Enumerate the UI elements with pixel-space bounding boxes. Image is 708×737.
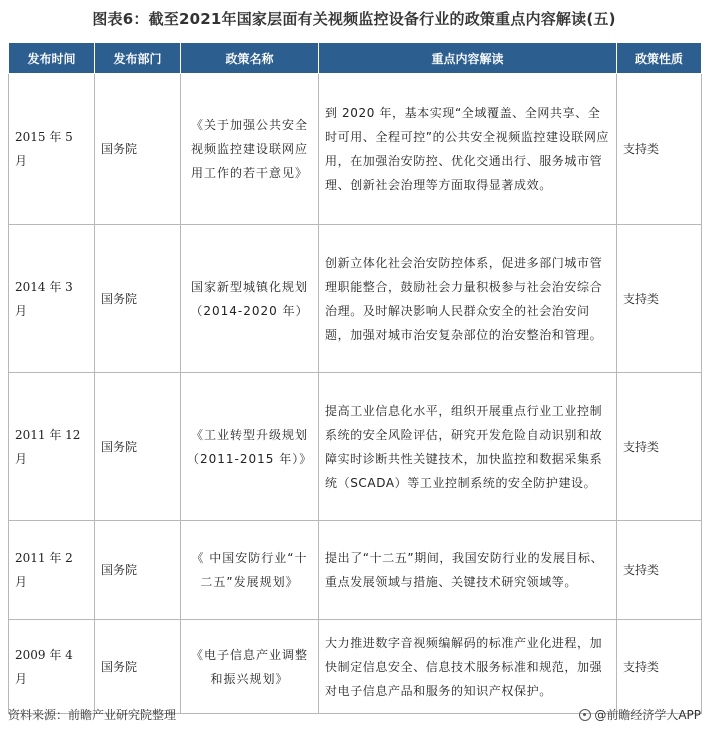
cell-nature: 支持类 xyxy=(617,225,702,373)
cell-policy-name: 《关于加强公共安全视频监控建设联网应用工作的若干意见》 xyxy=(181,74,319,225)
cell-policy-name: 《电子信息产业调整和振兴规划》 xyxy=(181,620,319,714)
brand-logo-icon xyxy=(579,709,591,721)
chart-title: 图表6：截至2021年国家层面有关视频监控设备行业的政策重点内容解读(五) xyxy=(92,10,616,28)
cell-policy-name: 《工业转型升级规划（2011-2015 年）》 xyxy=(181,373,319,521)
table-row xyxy=(9,521,702,620)
table-row xyxy=(9,620,702,714)
cell-content: 提出了“十二五”期间，我国安防行业的发展目标、重点发展领域与措施、关键技术研究领域等。 xyxy=(319,521,617,620)
cell-content: 创新立体化社会治安防控体系，促进多部门城市管理职能整合，鼓励社会力量积极参与社会治安综合治理。及时解决影响人民群众安全的社会治安问题，加强对城市治安复杂部位的治安整治和管理。 xyxy=(319,225,617,373)
table-row xyxy=(9,74,702,225)
cell-nature: 支持类 xyxy=(617,620,702,714)
cell-dept: 国务院 xyxy=(95,373,181,521)
table-row xyxy=(9,373,702,521)
cell-time: 2009 年 4 月 xyxy=(9,620,95,714)
header-content: 重点内容解读 xyxy=(319,43,617,74)
header-dept: 发布部门 xyxy=(95,43,181,74)
brand-text: @前瞻经济学人APP xyxy=(594,708,701,722)
cell-time: 2011 年 12 月 xyxy=(9,373,95,521)
cell-time: 2014 年 3 月 xyxy=(9,225,95,373)
header-nature: 政策性质 xyxy=(617,43,702,74)
cell-content: 大力推进数字音视频编解码的标准产业化进程，加快制定信息安全、信息技术服务标准和规范，加强对电子信息产品和服务的知识产权保护。 xyxy=(319,620,617,714)
header-name: 政策名称 xyxy=(181,43,319,74)
cell-nature: 支持类 xyxy=(617,521,702,620)
table-header-row xyxy=(9,43,702,74)
cell-dept: 国务院 xyxy=(95,225,181,373)
table-row xyxy=(9,225,702,373)
cell-content: 提高工业信息化水平，组织开展重点行业工业控制系统的安全风险评估，研究开发危险自动识别和故障实时诊断共性关键技术，加快监控和数据采集系统（SCADA）等工业控制系统的安全防护建设。 xyxy=(319,373,617,521)
policy-table xyxy=(8,42,702,714)
cell-time: 2011 年 2 月 xyxy=(9,521,95,620)
cell-dept: 国务院 xyxy=(95,620,181,714)
brand-credit xyxy=(579,706,701,723)
cell-policy-name: 国家新型城镇化规划（2014-2020 年） xyxy=(181,225,319,373)
cell-policy-name: 《 中国安防行业“十二五”发展规划》 xyxy=(181,521,319,620)
header-time: 发布时间 xyxy=(9,43,95,74)
cell-nature: 支持类 xyxy=(617,74,702,225)
cell-content: 到 2020 年，基本实现“全域覆盖、全网共享、全时可用、全程可控”的公共安全视频监控建设联网应用，在加强治安防控、优化交通出行、服务城市管理、创新社会治理等方面取得显著成效。 xyxy=(319,74,617,225)
cell-time: 2015 年 5 月 xyxy=(9,74,95,225)
cell-dept: 国务院 xyxy=(95,521,181,620)
source-note: 资料来源：前瞻产业研究院整理 xyxy=(8,708,177,722)
cell-dept: 国务院 xyxy=(95,74,181,225)
cell-nature: 支持类 xyxy=(617,373,702,521)
